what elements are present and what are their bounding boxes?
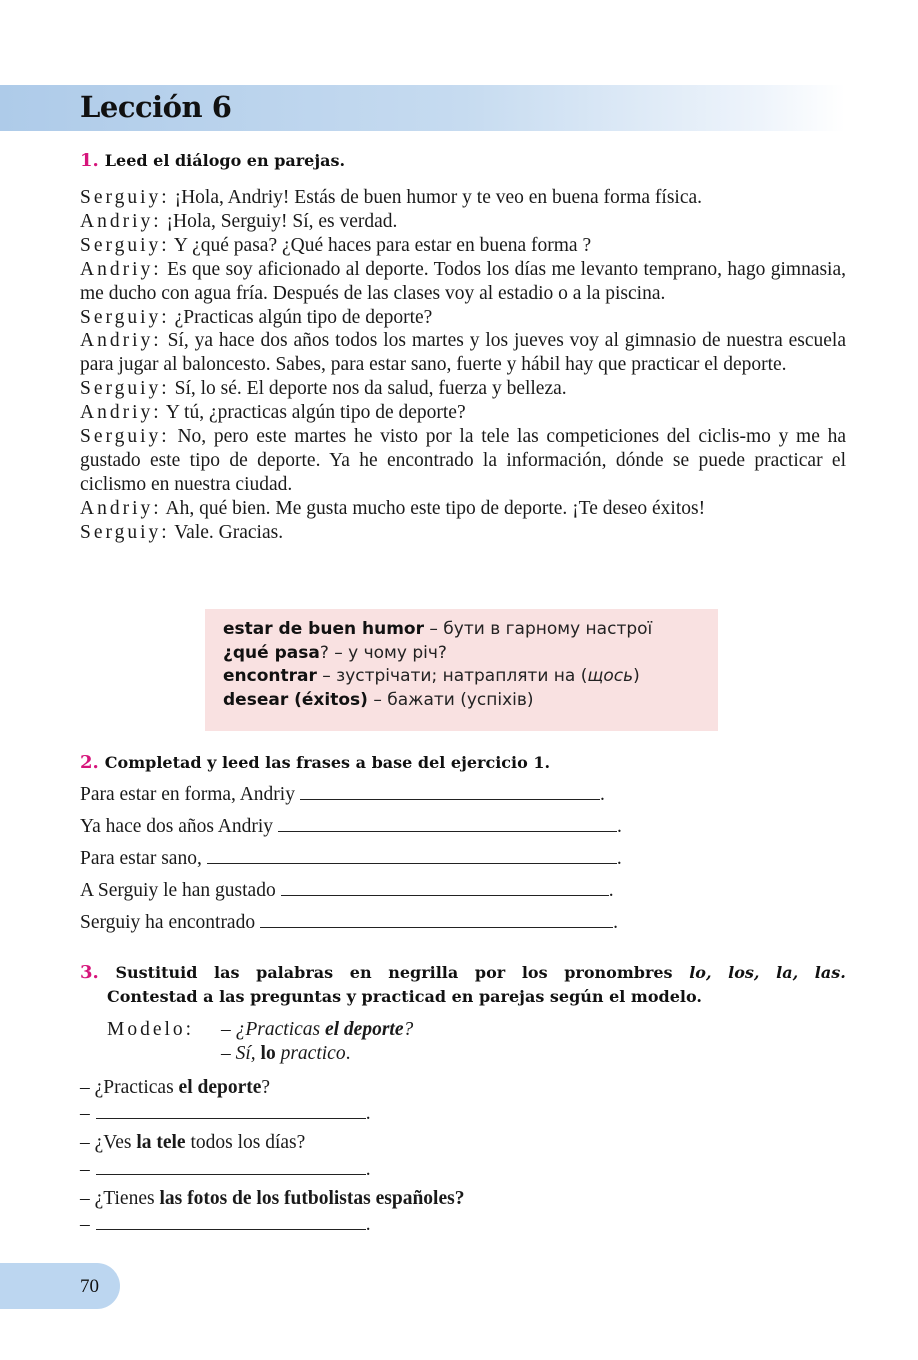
completion-line [80, 880, 614, 902]
question-start: – ¿Ves [80, 1132, 137, 1153]
model-answer-start: – Sí, [221, 1043, 261, 1064]
dialog-line [80, 234, 846, 258]
vocab-term: encontrar [223, 666, 317, 686]
completion-line [80, 848, 622, 870]
speaker-name: Serguiy: [80, 234, 170, 256]
exercise-3-number: 3. [80, 962, 99, 983]
completion-end: . [617, 816, 622, 837]
model-answer-end: practico [275, 1043, 346, 1064]
dialog-line [80, 521, 846, 545]
instruction-word: negrilla [388, 963, 459, 982]
vocab-translation-italic: щось [587, 666, 634, 686]
vocab-translation: – бажати (успіхів) [367, 689, 534, 710]
exercise-1-instruction: Leed el diálogo en parejas. [104, 151, 346, 170]
answer-dash: – [80, 1159, 90, 1180]
vocab-translation: – зустрічати; натрапляти на ( [316, 666, 588, 686]
vocab-term: desear (éxitos) [223, 689, 368, 710]
exercise-2-number: 2. [80, 752, 99, 773]
question-end: todos los días? [185, 1132, 306, 1153]
question-bold: el deporte [178, 1077, 262, 1098]
instruction-word: las [214, 963, 240, 982]
speaker-name: Serguiy: [80, 521, 170, 543]
completion-prompt: Serguiy ha encontrado [80, 912, 256, 933]
question-bold: la tele [136, 1132, 186, 1153]
completion-prompt: Para estar en forma, Andriy [80, 784, 295, 805]
completion-end: . [599, 784, 605, 805]
dialog-text: ¡Hola, Serguiy! Sí, es verdad. [166, 210, 398, 232]
answer-blank[interactable] [278, 816, 617, 832]
dialog-line [80, 186, 846, 210]
instruction-word: la, [776, 963, 799, 982]
dialog-text: Vale. Gracias. [174, 521, 284, 543]
instruction-word: las. [814, 963, 846, 982]
speaker-name: Andriy: [80, 210, 162, 232]
speaker-name: Andriy: [80, 402, 162, 424]
vocab-term: estar de buen humor [223, 619, 424, 639]
dialog-text: ¿Practicas algún tipo de deporte? [174, 306, 433, 328]
answer-line [80, 1159, 371, 1181]
lesson-title: Lección 6 [80, 90, 232, 124]
dialog-text: Es que soy aficionado al deporte. Todos los días me levanto temprano, hago gimnasia, me ducho con agua fría. Después de las clases voy al estadio o a la piscina. [80, 258, 847, 304]
instruction-word: por [474, 963, 506, 982]
model-example [107, 1018, 413, 1066]
instruction-word: Sustituid [115, 963, 198, 982]
dialog-text: Ah, qué bien. Me gusta mucho este tipo de deporte. ¡Te deseo éxitos! [165, 497, 706, 519]
answer-blank[interactable] [96, 1159, 366, 1175]
model-answer-bold: lo [260, 1043, 276, 1064]
dialog-line [80, 497, 846, 521]
answer-blank[interactable] [96, 1214, 366, 1230]
instruction-word: palabras [256, 963, 334, 982]
exercise-2-heading [80, 752, 550, 773]
question-line [80, 1077, 270, 1099]
dialog-line [80, 210, 846, 234]
question-bold: las fotos de los futbolistas españoles? [159, 1188, 465, 1209]
speaker-name: Serguiy: [80, 426, 170, 448]
model-answer-period: . [345, 1043, 351, 1064]
model-question-start: – ¿Practicas [221, 1019, 325, 1040]
answer-dash: – [80, 1103, 90, 1124]
vocab-translation-tail: ) [633, 666, 640, 686]
dialog-text: Y ¿qué pasa? ¿Qué haces para estar en buena forma ? [173, 234, 592, 256]
completion-end: . [613, 912, 618, 933]
model-question-bold: el deporte [324, 1019, 404, 1040]
completion-prompt: A Serguiy le han gustado [80, 880, 276, 901]
dialog-line [80, 377, 846, 401]
answer-end: . [365, 1214, 371, 1235]
vocab-entry [223, 665, 700, 689]
exercise-1-number: 1. [80, 150, 99, 171]
answer-blank[interactable] [260, 912, 613, 928]
completion-line [80, 816, 622, 838]
dialog-line [80, 425, 846, 497]
question-end: ? [261, 1077, 271, 1098]
question-line [80, 1188, 464, 1210]
vocab-entry [223, 618, 700, 642]
instruction-word: los, [728, 963, 760, 982]
question-start: – ¿Tienes [80, 1188, 160, 1209]
dialog [80, 186, 846, 545]
vocab-translation: – бути в гарному настрої [423, 619, 653, 639]
vocab-translation: ? – у чому річ? [319, 642, 447, 663]
instruction-word: en [349, 963, 372, 982]
instruction-word: pronombres [564, 963, 673, 982]
model-question-end: ? [403, 1019, 414, 1040]
dialog-text: Sí, lo sé. El deporte nos da salud, fuerza y belleza. [174, 378, 567, 400]
question-line [80, 1132, 305, 1154]
dialog-text: Y tú, ¿practicas algún tipo de deporte? [165, 402, 466, 424]
dialog-line [80, 306, 846, 330]
speaker-name: Serguiy: [80, 187, 170, 208]
exercise-3-instruction-line1 [80, 961, 846, 985]
vocab-entry [223, 642, 700, 666]
page-number-tab [0, 1263, 120, 1309]
question-start: – ¿Practicas [80, 1077, 179, 1098]
dialog-text: No, pero este martes he visto por la tele las competiciones del ciclis-mo y me ha gustado este tipo de deporte. Ya he encontrado la información, dónde se puede practicar el ciclismo en nuestra ciudad. [80, 426, 846, 495]
vocabulary-box [205, 609, 718, 731]
answer-blank[interactable] [300, 784, 600, 800]
speaker-name: Andriy: [80, 497, 162, 519]
completion-end: . [608, 880, 614, 901]
model-label: Modelo: [107, 1019, 195, 1040]
completion-end: . [616, 848, 622, 869]
answer-line [80, 1214, 371, 1236]
answer-blank[interactable] [96, 1103, 366, 1119]
exercise-1-heading [80, 150, 345, 171]
answer-end: . [365, 1103, 371, 1124]
vocab-entry [223, 689, 700, 713]
page-number: 70 [80, 1276, 99, 1297]
exercise-2-instruction: Completad y leed las frases a base del ejercicio 1. [104, 753, 551, 772]
completion-prompt: Ya hace dos años Andriy [80, 816, 274, 837]
speaker-name: Andriy: [80, 330, 162, 352]
completion-line [80, 912, 618, 934]
answer-line [80, 1103, 371, 1125]
completion-line [80, 784, 605, 806]
instruction-word: los [521, 963, 548, 982]
answer-blank[interactable] [281, 880, 609, 896]
dialog-line [80, 401, 846, 425]
speaker-name: Serguiy: [80, 306, 170, 328]
dialog-text: ¡Hola, Andriy! Estás de buen humor y te veo en buena forma física. [174, 187, 703, 208]
answer-dash: – [80, 1214, 90, 1235]
completion-prompt: Para estar sano, [80, 848, 202, 869]
dialog-line [80, 258, 846, 306]
dialog-text: Sí, ya hace dos años todos los martes y los jueves voy al gimnasio de nuestra escuela para jugar al baloncesto. Sabes, para estar sano, fuerte y hábil hay que practicar el deporte. [80, 330, 846, 376]
answer-end: . [365, 1159, 371, 1180]
answer-blank[interactable] [207, 848, 617, 864]
speaker-name: Andriy: [80, 258, 162, 280]
exercise-3-instruction-line2: Contestad a las preguntas y practicad en parejas según el modelo. [107, 987, 702, 1006]
exercise-3-heading [80, 961, 846, 1009]
vocab-term: ¿qué pasa [223, 642, 320, 663]
dialog-line [80, 329, 846, 377]
instruction-word: lo, [689, 963, 712, 982]
speaker-name: Serguiy: [80, 378, 170, 400]
